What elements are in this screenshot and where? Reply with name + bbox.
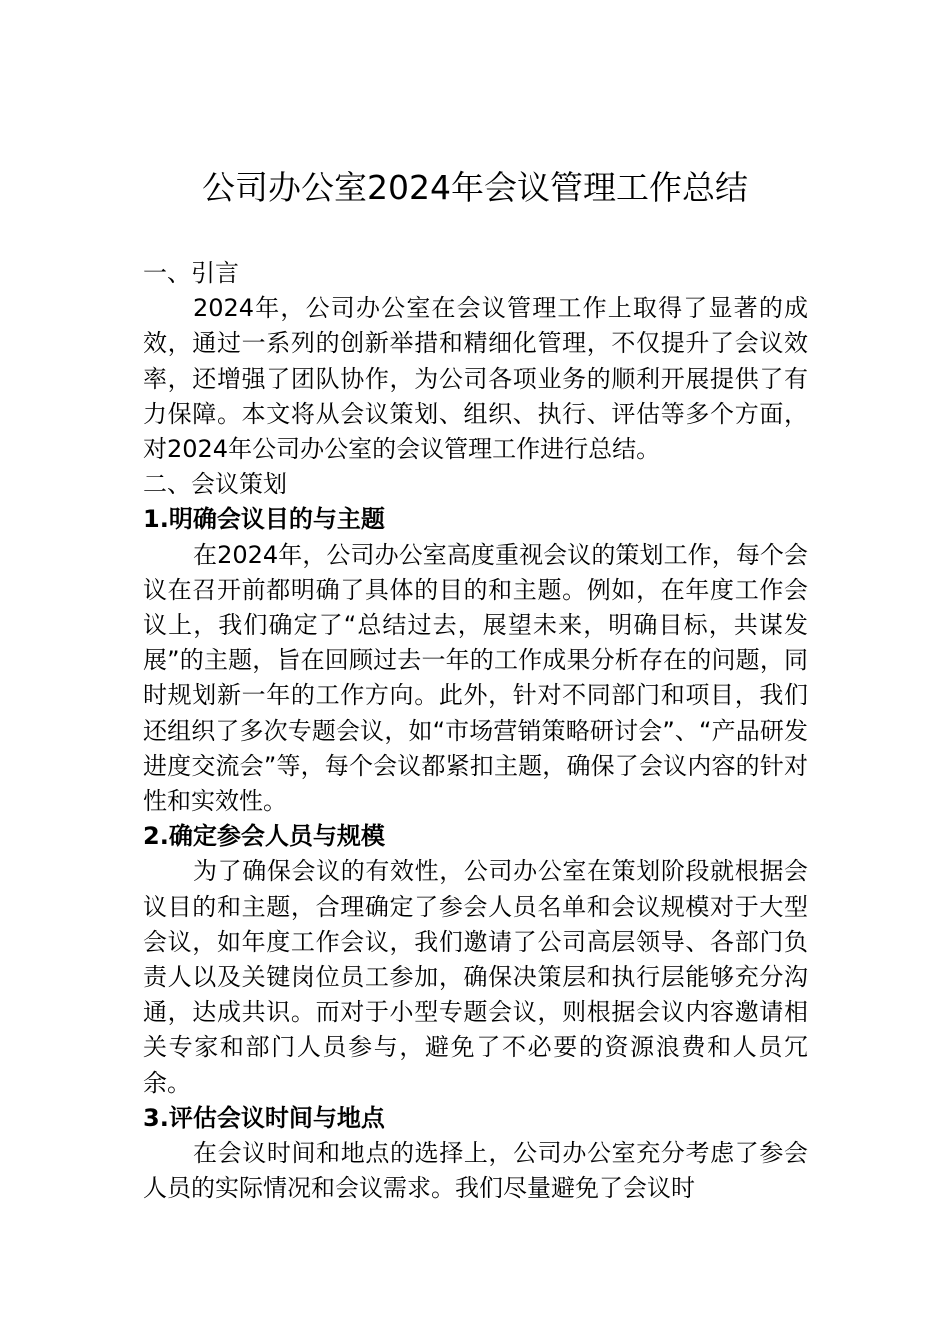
section-heading-introduction: 一、引言 [143,259,239,287]
attendees-scale-paragraph: 为了确保会议的有效性，公司办公室在策划阶段就根据会议目的和主题，合理确定了参会人员名单和会议规模对于大型会议，如年度工作会议，我们邀请了公司高层领导、各部门负责人以及关键岗位员工参加，确保决策层和执行层能够充分沟通，达成共识。而对于小型专题会议，则根据会议内容邀请相关专家和部门人员参与，避免了不必要的资源浪费和人员冗余。 [143,857,808,1097]
introduction-paragraph: 2024年，公司办公室在会议管理工作上取得了显著的成效，通过一系列的创新举措和精细化管理，不仅提升了会议效率，还增强了团队协作，为公司各项业务的顺利开展提供了有力保障。本文将从会议策划、组织、执行、评估等多个方面，对2024年公司办公室的会议管理工作进行总结。 [143,294,808,464]
subsection-heading-time-location: 3.评估会议时间与地点 [143,1103,385,1132]
subsection-heading-purpose-theme: 1.明确会议目的与主题 [143,505,385,534]
section-heading-meeting-planning: 二、会议策划 [143,470,287,499]
time-location-paragraph: 在会议时间和地点的选择上，公司办公室充分考虑了参会人员的实际情况和会议需求。我们尽量避免了会议时 [143,1139,808,1203]
document-title: 公司办公室2024年会议管理工作总结 [202,168,748,207]
purpose-theme-paragraph: 在2024年，公司办公室高度重视会议的策划工作，每个会议在召开前都明确了具体的目的和主题。例如，在年度工作会议上，我们确定了“总结过去，展望未来，明确目标，共谋发展”的主题，旨在回顾过去一年的工作成果分析存在的问题，同时规划新一年的工作方向。此外，针对不同部门和项目，我们还组织了多次专题会议，如“市场营销策略研讨会”、“产品研发进度交流会”等，每个会议都紧扣主题，确保了会议内容的针对性和实效性。 [143,540,808,816]
document-body [143,256,808,1206]
subsection-heading-attendees-scale: 2.确定参会人员与规模 [143,822,385,851]
